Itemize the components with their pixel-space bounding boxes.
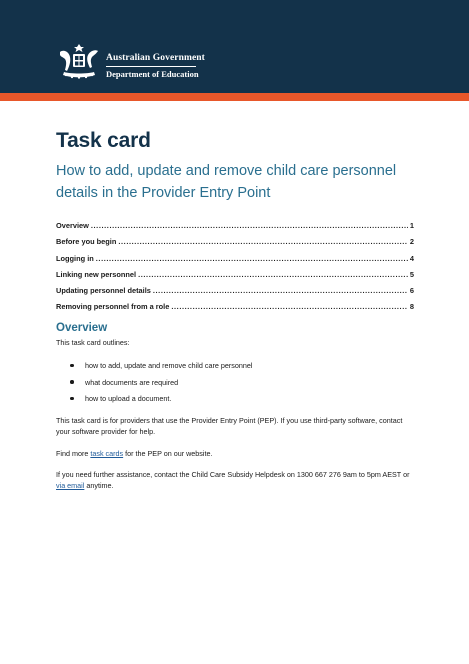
paragraph-text: Find more [56, 449, 91, 458]
coat-of-arms-icon [56, 42, 102, 80]
toc-leader [138, 270, 408, 279]
toc-label: Updating personnel details [56, 286, 151, 296]
overview-heading: Overview [56, 322, 108, 334]
email-link[interactable]: via email [56, 481, 85, 490]
toc-item-logging-in[interactable] [56, 254, 414, 270]
toc-page-number: 1 [409, 221, 414, 230]
toc-item-overview[interactable] [56, 221, 414, 237]
page-title: Task card [56, 129, 151, 152]
toc-label: Linking new personnel [56, 269, 137, 279]
header-banner [0, 0, 469, 93]
wordmark-divider [106, 66, 196, 67]
department-name: Department of Education [106, 69, 199, 79]
toc-label: Logging in [56, 253, 94, 263]
toc-leader [153, 286, 408, 295]
toc-label: Overview [56, 221, 89, 230]
toc-page-number: 8 [409, 302, 414, 312]
government-name: Australian Government [106, 53, 205, 63]
toc-leader [171, 302, 408, 311]
overview-paragraph-task-cards [56, 448, 416, 459]
table-of-contents [56, 221, 414, 319]
government-wordmark [106, 53, 205, 79]
overview-paragraph-pep: This task card is for providers that use the Provider Entry Point (PEP). If you use third-party software, contact your software provider for help. [56, 416, 403, 436]
overview-paragraph-helpdesk [56, 469, 416, 491]
toc-label: Removing personnel from a role [56, 302, 170, 312]
paragraph-text: for the PEP on our website. [123, 449, 213, 458]
toc-leader [96, 254, 408, 263]
toc-page-number: 4 [409, 253, 414, 263]
toc-label: Before you begin [56, 237, 117, 247]
paragraph-text: If you need further assistance, contact the Child Care Subsidy Helpdesk on 1300 667 276 9am to 5pm AEST or [56, 470, 410, 479]
toc-item-updating-personnel-details[interactable] [56, 286, 414, 302]
list-item: how to upload a document. [70, 393, 252, 410]
toc-item-before-you-begin[interactable] [56, 237, 414, 253]
toc-leader [91, 221, 408, 230]
toc-page-number: 6 [409, 286, 414, 296]
list-item: how to add, update and remove child care personnel [70, 360, 252, 377]
task-cards-link[interactable]: task cards [90, 449, 124, 458]
toc-page-number: 5 [409, 269, 414, 279]
page-subtitle: How to add, update and remove child care personnel details in the Provider Entry Point [56, 163, 397, 201]
accent-stripe [0, 93, 469, 101]
toc-leader [118, 237, 408, 246]
list-item: what documents are required [70, 377, 252, 394]
toc-item-linking-new-personnel[interactable] [56, 270, 414, 286]
paragraph-text: anytime. [84, 481, 114, 490]
overview-intro: This task card outlines: [56, 338, 130, 347]
overview-bullet-list [70, 360, 252, 410]
toc-item-removing-personnel[interactable] [56, 302, 414, 318]
toc-page-number: 2 [409, 237, 414, 247]
